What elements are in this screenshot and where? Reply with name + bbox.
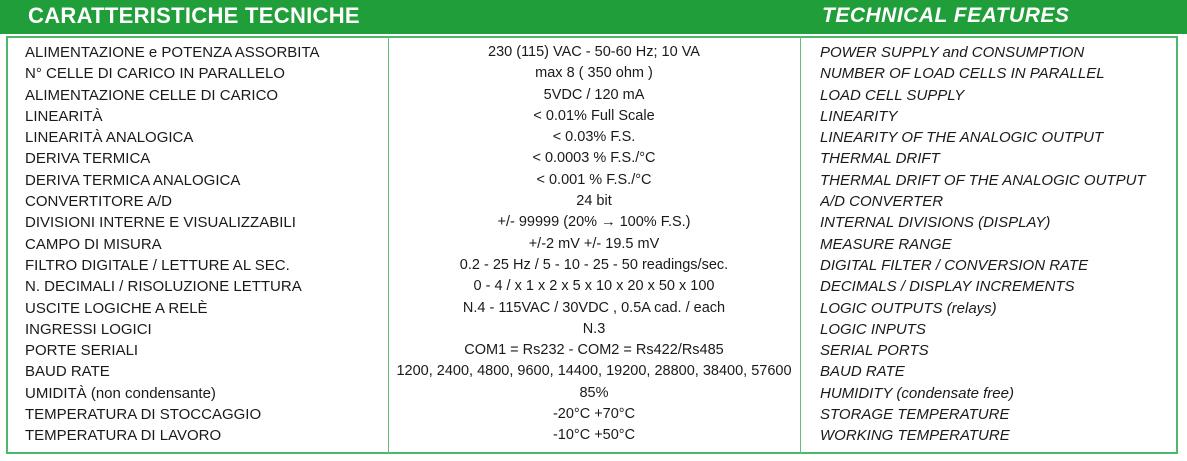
spec-label-en: WORKING TEMPERATURE [820, 427, 1010, 445]
spec-label-en: THERMAL DRIFT OF THE ANALOGIC OUTPUT [820, 171, 1146, 189]
column-values [392, 42, 796, 447]
spec-label-en: INTERNAL DIVISIONS (DISPLAY) [820, 214, 1051, 232]
column-english-labels [820, 42, 1170, 447]
spec-label-it: FILTRO DIGITALE / LETTURE AL SEC. [25, 256, 290, 274]
spec-value: 230 (115) VAC - 50-60 Hz; 10 VA [488, 44, 700, 60]
column-divider-right [800, 36, 801, 454]
spec-label-en: POWER SUPPLY and CONSUMPTION [820, 44, 1085, 61]
title-english: TECHNICAL FEATURES [822, 4, 1070, 27]
spec-label-it: USCITE LOGICHE A RELÈ [25, 299, 208, 317]
spec-label-en: LOAD CELL SUPPLY [820, 86, 965, 104]
spec-label-it: DERIVA TERMICA [25, 150, 151, 168]
spec-value: < 0.001 % F.S./°C [536, 171, 652, 188]
spec-value: 0.2 - 25 Hz / 5 - 10 - 25 - 50 readings/sec. [459, 256, 729, 273]
spec-label-en: DECIMALS / DISPLAY INCREMENTS [820, 278, 1075, 296]
spec-label-it: UMIDITÀ (non condensante) [25, 384, 216, 402]
spec-value: 85% [579, 384, 609, 401]
spec-label-it: BAUD RATE [25, 363, 110, 381]
spec-label-it: INGRESSI LOGICI [25, 320, 152, 338]
spec-label-en: BAUD RATE [820, 363, 905, 381]
spec-label-it: DIVISIONI INTERNE E VISUALIZZABILI [25, 214, 296, 232]
spec-value: < 0.0003 % F.S./°C [532, 150, 656, 167]
column-italian-labels [25, 42, 385, 447]
spec-value: +/-2 mV +/- 19.5 mV [528, 235, 660, 252]
spec-value: < 0.03% F.S. [552, 129, 636, 146]
spec-label-en: HUMIDITY (condensate free) [820, 384, 1014, 402]
title-italian: CARATTERISTICHE TECNICHE [28, 3, 360, 28]
spec-value: N.3 [582, 320, 606, 337]
spec-label-en: THERMAL DRIFT [820, 150, 940, 168]
spec-value: max 8 ( 350 ohm ) [535, 65, 653, 82]
spec-label-en: STORAGE TEMPERATURE [820, 406, 1010, 424]
spec-value: -10°C +50°C [552, 427, 636, 444]
spec-label-it: ALIMENTAZIONE e POTENZA ASSORBITA [25, 44, 320, 61]
spec-label-it: N° CELLE DI CARICO IN PARALLELO [25, 65, 285, 83]
header-bar [0, 0, 1187, 34]
spec-label-en: SERIAL PORTS [820, 342, 929, 360]
spec-label-en: LOGIC OUTPUTS (relays) [820, 299, 997, 317]
spec-value: 0 - 4 / x 1 x 2 x 5 x 10 x 20 x 50 x 100 [473, 278, 715, 295]
spec-label-it: ALIMENTAZIONE CELLE DI CARICO [25, 86, 279, 104]
spec-label-it: LINEARITÀ ANALOGICA [25, 129, 194, 147]
spec-label-en: DIGITAL FILTER / CONVERSION RATE [820, 256, 1089, 274]
spec-label-it: TEMPERATURA DI LAVORO [25, 427, 222, 445]
spec-value: 24 bit [576, 193, 612, 210]
spec-value: COM1 = Rs232 - COM2 = Rs422/Rs485 [464, 342, 724, 359]
spec-label-en: LOGIC INPUTS [820, 320, 926, 338]
spec-label-en: LINEARITY OF THE ANALOGIC OUTPUT [820, 129, 1104, 147]
spec-value: N.4 - 115VAC / 30VDC , 0.5A cad. / each [462, 299, 726, 316]
spec-value: -20°C +70°C [552, 406, 636, 423]
spec-label-it: CONVERTITORE A/D [25, 193, 172, 211]
spec-value: 1200, 2400, 4800, 9600, 14400, 19200, 28800, 38400, 57600 [396, 363, 792, 380]
spec-label-en: NUMBER OF LOAD CELLS IN PARALLEL [820, 65, 1105, 83]
spec-value: 5VDC / 120 mA [543, 86, 645, 103]
column-divider-left [388, 36, 389, 454]
spec-label-it: PORTE SERIALI [25, 342, 139, 360]
spec-label-it: LINEARITÀ [25, 107, 103, 125]
spec-value: +/- 99999 (20% → 100% F.S.) [497, 214, 691, 231]
spec-label-it: CAMPO DI MISURA [25, 235, 162, 253]
spec-label-en: MEASURE RANGE [820, 235, 952, 253]
spec-label-en: LINEARITY [820, 107, 898, 125]
spec-value: < 0.01% Full Scale [533, 107, 655, 124]
spec-label-it: DERIVA TERMICA ANALOGICA [25, 171, 241, 189]
spec-label-en: A/D CONVERTER [820, 193, 944, 211]
spec-label-it: TEMPERATURA DI STOCCAGGIO [25, 406, 262, 424]
spec-label-it: N. DECIMALI / RISOLUZIONE LETTURA [25, 278, 302, 296]
